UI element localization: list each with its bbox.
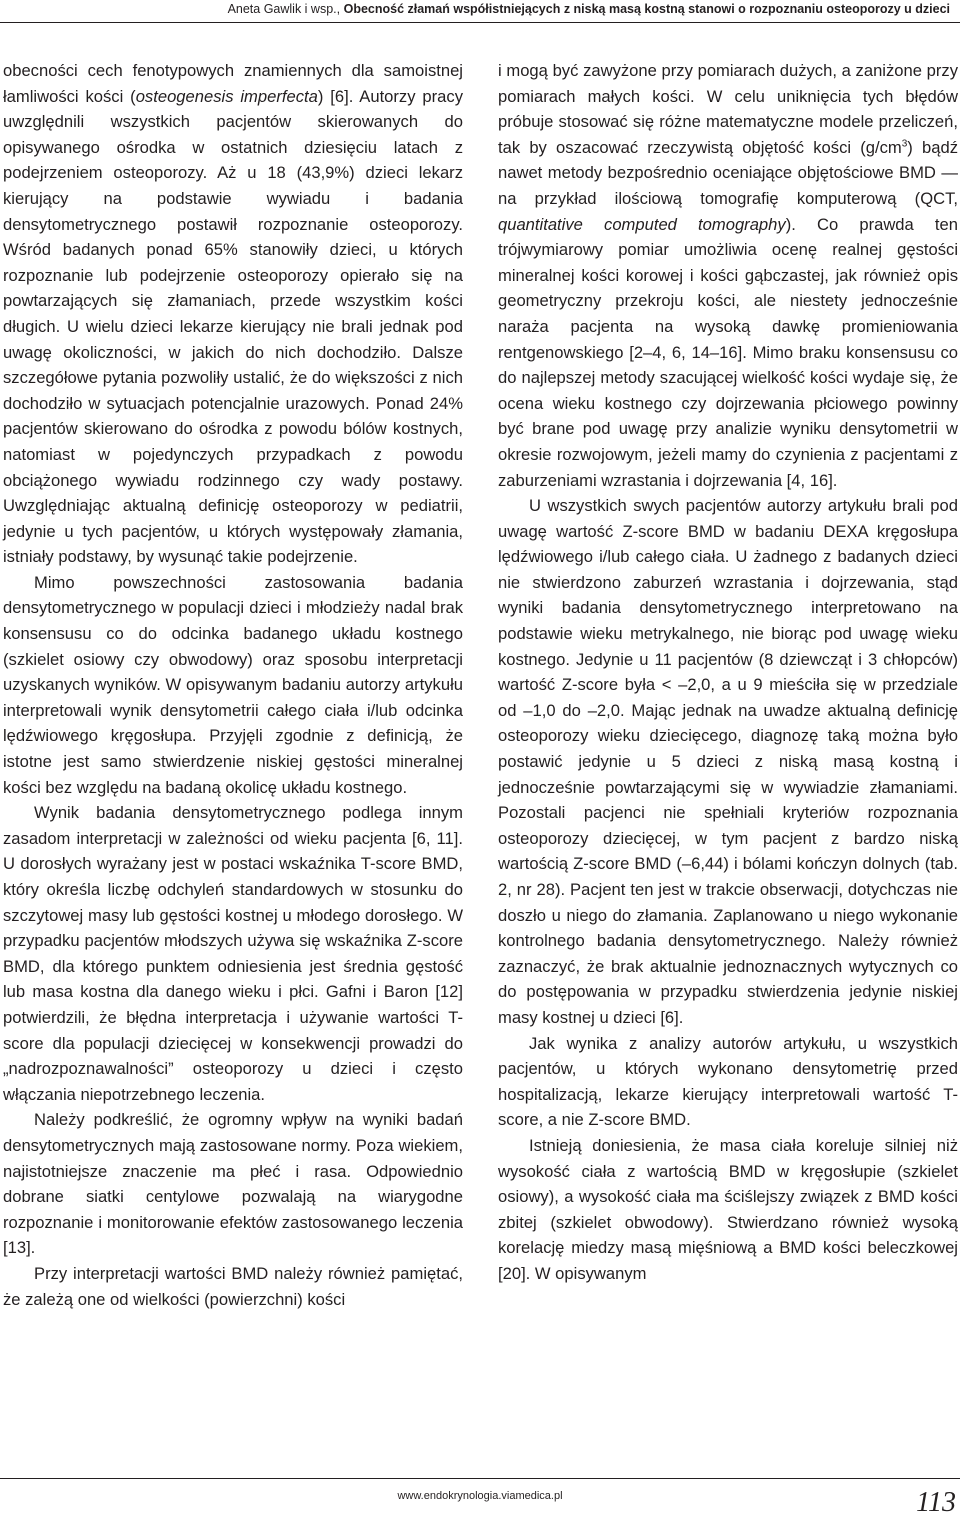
- right-p1-italic: quantitative computed tomography: [498, 214, 786, 234]
- right-p1-superscript: 3: [901, 138, 908, 150]
- right-p1-text-b: ) bądź nawet metody bezpośrednio oceniające objętościowe BMD — na przykład ilościową tomografię komputerową (QCT,: [498, 137, 958, 208]
- right-paragraph-2: U wszystkich swych pacjentów autorzy artykułu brali pod uwagę wartość Z-score BMD w badaniu DEXA kręgosłupa lędźwiowego i/lub całego ciała. U żadnego z badanych dzieci nie stwierdzono zaburzeń wzrastania i dojrzewania, stąd wyniki badania densytometrycznego interpretowano na podstawie wieku metrykalnego, nie biorąc pod uwagę wieku kostnego. Jedynie u 11 pacjentów (8 dziewcząt i 3 chłopców) wartość Z-score była < –2,0, a u 9 mieściła się w przedziale od –1,0 do –2,0. Mając jednak na uwadze aktualną definicję osteoporozy wieku dziecięcego, diagnozę taką można było postawić jedynie u 5 dzieci z niską masą kostną i jednocześnie powtarzającymi się w wywiadzie złamaniami. Pozostali pacjenci nie spełniali kryteriów rozpoznania osteoporozy dziecięcej, w tym pacjent z bardzo niską wartością Z-score BMD (–6,44) i bólami kończyn dolnych (tab. 2, nr 28). Pacjent ten jest w trakcie obserwacji, dotychczas nie doszło u niego do złamania. Zaplanowano u niego wykonanie kontrolnego badania densytometrycznego. Należy również zaznaczyć, że brak aktualnie jednoznacznych wytycznych co do postępowania w przypadku stwierdzenia jedynie niskiej masy kostnej u dzieci [6].: [498, 496, 958, 1027]
- left-column: [3, 58, 463, 1312]
- footer-rule: [0, 1478, 960, 1479]
- left-paragraph-5: Przy interpretacji wartości BMD należy również pamiętać, że zależą one od wielkości (powierzchni) kości: [3, 1263, 463, 1309]
- left-p1-italic: osteogenesis imperfecta: [135, 86, 318, 106]
- left-paragraph-1: [3, 58, 463, 570]
- right-paragraph-3: Jak wynika z analizy autorów artykułu, u wszystkich pacjentów, u których wykonano densytometrię przed hospitalizacją, lekarze kierujący interpretowali wartość T-score, a nie Z-score BMD.: [498, 1033, 958, 1130]
- left-paragraph-3: Wynik badania densytometrycznego podlega innym zasadom interpretacji w zależności od wieku pacjenta [6, 11]. U dorosłych wyrażany jest w postaci wskaźnika T-score BMD, który określa liczbę odchyleń standardowych w stosunku do szczytowej masy lub gęstości kostnej u młodego dorosłego. W przypadku pacjentów młodszych używa się wskaźnika Z-score BMD, dla którego punktem odniesienia jest średnia gęstość lub masa kostna dla danego wieku i płci. Gafni i Baron [12] potwierdzili, że błędna interpretacja i używanie wartości T-score dla populacji dziecięcej w konsekwencji prowadzi do „nadrozpoznawalności” osteoporozy u dzieci i często włączania niepotrzebnego leczenia.: [3, 803, 463, 1104]
- left-p1-text-a: obecności cech fenotypowych znamiennych dla samoistnej łamliwości kości (: [3, 61, 463, 106]
- running-head: [0, 0, 960, 22]
- running-head-separator: ,: [336, 2, 341, 16]
- running-head-authors: Aneta Gawlik i wsp.: [227, 2, 337, 16]
- left-paragraph-2: Mimo powszechności zastosowania badania densytometrycznego w populacji dzieci i młodzieży nadal brak konsensusu co do odcinka badanego układu kostnego (szkielet osiowy czy obwodowy) oraz sposobu interpretacji uzyskanych wyników. W opisywanym badaniu autorzy artykułu interpretowali wynik densytometrii całego ciała i/lub odcinka lędźwiowego kręgosłupa. Przyjęli zgodnie z definicją, że istotne jest samo stwierdzenie niskiej gęstości mineralnej kości bez względu na badaną okolicę układu kostnego.: [3, 572, 463, 797]
- page-number: 113: [916, 1487, 956, 1518]
- right-p1-text-c: ). Co prawda ten trójwymiarowy pomiar umożliwia ocenę realnej gęstości mineralnej kości korowej i kości gąbczastej, jak również opis geometryczny przekroju kości, ale niestety jednocześnie naraża pacjenta na wysoką dawkę promieniowania rentgenowskiego [2–4, 6, 14–16]. Mimo braku konsensusu co do najlepszej metody szacującej wielkość kości wydaje się, że ocena wieku kostnego czy dojrzewania płciowego powinny być brane pod uwagę przy analizie wyniku densytometrii w okresie rozwojowym, jeżeli mamy do czynienia z pacjentami z zaburzeniami wzrastania i dojrzewania [4, 16].: [498, 214, 958, 490]
- right-p1-text-a: i mogą być zawyżone przy pomiarach dużych, a zaniżone przy pomiarach małych kości. W celu uniknięcia tych błędów próbuje stosować się różne matematyczne modele przeliczeń, tak by oszacować rzeczywistą objętość kości (g/cm: [498, 61, 958, 157]
- right-paragraph-4: Istnieją doniesienia, że masa ciała koreluje silniej niż wysokość ciała z wartością BMD w kręgosłupie (szkielet osiowy), a wysokość ciała ma ściślejszy związek z BMD kości zbitej (szkielet obwodowy). Stwierdzano również wysoką korelację miedzy masą mięśniową a BMD kości beleczkowej [20]. W opisywanym: [498, 1135, 958, 1283]
- right-column: [498, 58, 958, 1287]
- footer-url: www.endokrynologia.viamedica.pl: [397, 1490, 563, 1502]
- right-paragraph-1: [498, 58, 958, 493]
- running-head-title: Obecność złamań współistniejących z niską masą kostną stanowi o rozpoznaniu osteoporozy u dzieci: [340, 2, 950, 16]
- left-paragraph-4: Należy podkreślić, że ogromny wpływ na wyniki badań densytometrycznych mają zastosowane normy. Poza wiekiem, najistotniejsze znaczenie ma płeć i rasa. Odpowiednio dobrane siatki centylowe pozwalają na wiarygodne rozpoznanie i monitorowanie efektów zastosowanego leczenia [13].: [3, 1110, 463, 1258]
- header-rule: [0, 22, 960, 23]
- left-p1-text-b: ) [6]. Autorzy pracy uwzględnili wszystkich pacjentów skierowanych do opisywanego ośrodka w ostatnich dziesięciu latach z podejrzeniem osteoporozy. Aż u 18 (43,9%) dzieci lekarz kierujący na podstawie wywiadu i badania densytometrycznego postawił rozpoznanie osteoporozy. Wśród badanych ponad 65% stanowiły dzieci, u których rozpoznanie lub podejrzenie osteoporozy opierało się na powtarzających się złamaniach, przede wszystkim kości długich. U wielu dzieci lekarze kierujący nie brali jednak pod uwagę okoliczności, w jakich do nich dochodziło. Dalsze szczegółowe pytania pozwoliły ustalić, że do większości z nich dochodziło w sytuacjach potencjalnie urazowych. Ponad 24% pacjentów skierowano do ośrodka z powodu bólów kostnych, natomiast w pojedynczych przypadkach z powodu obciążonego wywiadu rodzinnego czy wady postawy. Uwzględniając aktualną definicję osteoporozy w pediatrii, jedynie u tych pacjentów, u których występowały złamania, istniały podstawy, by wysunąć takie podejrzenie.: [3, 86, 463, 567]
